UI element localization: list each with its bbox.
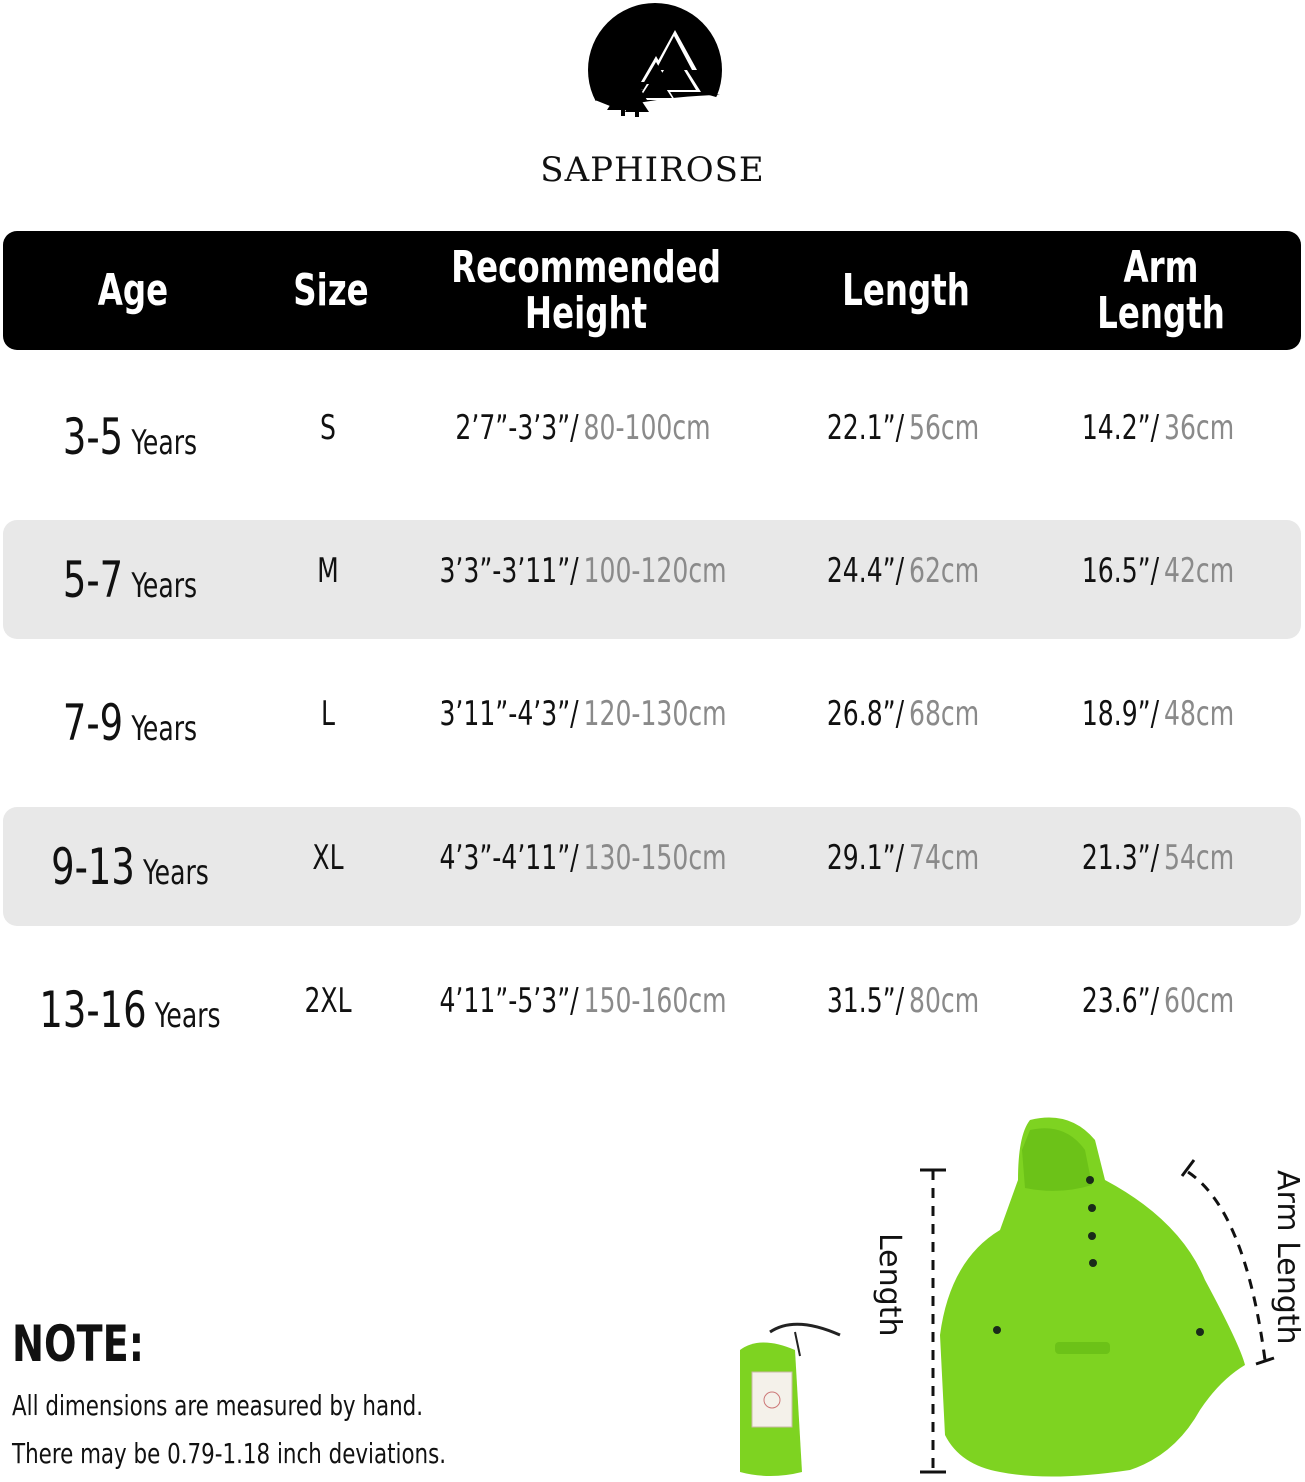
height-cell [439,838,727,898]
age-unit: Years [154,996,221,1036]
header-recommended-height: Recommended Height [451,241,721,339]
arm-cm: 48cm [1164,694,1235,734]
age-range: 5-7 [62,551,124,609]
header-arm-length: Arm Length [1097,241,1225,339]
age-range: 9-13 [51,838,135,896]
age-unit: Years [131,566,198,606]
length-cm: 74cm [909,838,980,878]
age-unit: Years [131,423,198,463]
poncho-icon [940,1118,1245,1477]
height-inches: 3’11”-4’3”/ [439,694,579,734]
age-unit: Years [131,709,198,749]
arm-cm: 42cm [1164,551,1235,591]
age-range: 7-9 [62,694,124,752]
note-line-1: All dimensions are measured by hand. [12,1389,424,1422]
arm-length-label: Arm Length [1270,1170,1305,1345]
note-title: NOTE: [12,1315,145,1373]
length-inches: 22.1”/ [826,408,905,448]
arm-inches: 18.9”/ [1081,694,1160,734]
size-value: L [321,694,335,734]
arm-length-cell [1035,551,1281,611]
length-inches: 24.4”/ [826,551,905,591]
length-cm: 56cm [909,408,980,448]
age-range: 3-5 [62,408,124,466]
size-value: M [317,551,339,591]
height-inches: 2’7”-3’3”/ [455,408,579,448]
height-cm: 120-130cm [583,694,727,734]
age-cell [39,981,221,1041]
length-cell [780,694,1026,754]
header-age: Age [97,264,169,316]
length-cell [780,981,1026,1041]
height-cell [455,408,711,468]
length-cell [780,551,1026,611]
height-cell [439,694,727,754]
size-cell [246,981,410,1041]
length-cell [780,838,1026,898]
age-range: 13-16 [39,981,147,1039]
size-value: XL [312,838,344,878]
length-cm: 80cm [909,981,980,1021]
arm-cm: 60cm [1164,981,1235,1021]
length-inches: 29.1”/ [826,838,905,878]
header-length: Length [842,264,970,316]
arm-length-cell [1035,981,1281,1041]
header-size: Size [293,264,369,316]
length-cell [780,408,1026,468]
arm-cm: 54cm [1164,838,1235,878]
size-value: S [320,408,336,448]
arm-length-cell [1035,838,1281,898]
size-cell [246,694,410,754]
height-cm: 150-160cm [583,981,727,1021]
arm-inches: 23.6”/ [1081,981,1160,1021]
size-cell [246,551,410,611]
age-cell [48,551,212,611]
arm-inches: 21.3”/ [1081,838,1160,878]
height-cm: 100-120cm [583,551,727,591]
length-cm: 68cm [909,694,980,734]
poncho-diagram [700,1110,1305,1482]
size-value: 2XL [304,981,352,1021]
length-inches: 31.5”/ [826,981,905,1021]
length-inches: 26.8”/ [826,694,905,734]
arm-inches: 16.5”/ [1081,551,1160,591]
age-cell [48,694,212,754]
arm-inches: 14.2”/ [1081,408,1160,448]
age-unit: Years [143,853,209,893]
size-cell [246,408,410,468]
arm-length-cell [1035,408,1281,468]
height-cm: 130-150cm [583,838,727,878]
brand-name: SAPHIROSE [540,150,765,190]
note-line-2: There may be 0.79-1.18 inch deviations. [12,1437,447,1470]
arm-length-cell [1035,694,1281,754]
height-cell [439,551,727,611]
height-inches: 3’3”-3’11”/ [439,551,579,591]
height-cm: 80-100cm [583,408,711,448]
table-header [3,231,1301,350]
arm-cm: 36cm [1164,408,1235,448]
age-cell [48,838,212,898]
poncho-pouch-icon [740,1324,840,1476]
height-inches: 4’11”-5’3”/ [439,981,579,1021]
size-cell [246,838,410,898]
height-inches: 4’3”-4’11”/ [439,838,579,878]
length-label: Length [872,1233,907,1337]
age-cell [48,408,212,468]
length-cm: 62cm [909,551,980,591]
height-cell [439,981,727,1041]
